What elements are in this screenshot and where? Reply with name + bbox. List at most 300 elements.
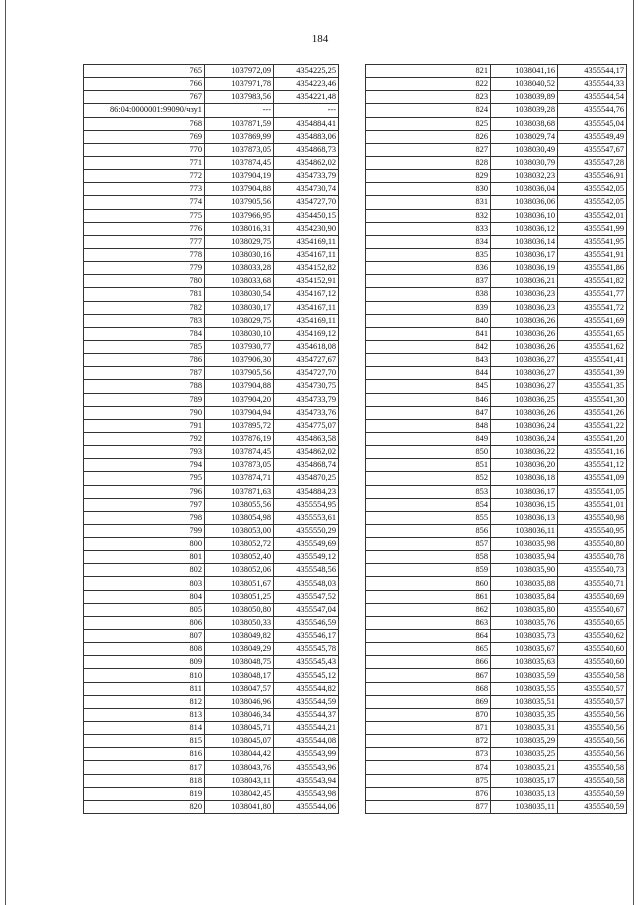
y-coordinate-cell: 4355541,35 [558,380,627,393]
table-row [366,117,627,130]
y-coordinate-cell: 4354863,58 [274,432,339,445]
y-coordinate-cell: 4355541,20 [558,432,627,445]
point-number-cell: 777 [84,235,205,248]
coordinates-table-left [83,64,339,814]
x-coordinate-cell: 1038035,73 [491,630,558,643]
table-row [84,406,339,419]
x-coordinate-cell: 1038041,16 [491,65,558,78]
x-coordinate-cell: 1038053,00 [205,524,274,537]
point-number-cell: 801 [84,551,205,564]
y-coordinate-cell: 4355540,95 [558,524,627,537]
point-number-cell: 870 [366,708,491,721]
y-coordinate-cell: 4354727,67 [274,354,339,367]
table-row [84,498,339,511]
point-number-cell: 842 [366,340,491,353]
table-row [84,551,339,564]
x-coordinate-cell: 1038043,76 [205,761,274,774]
point-number-cell: 809 [84,656,205,669]
point-number-cell: 868 [366,682,491,695]
table-row [84,143,339,156]
y-coordinate-cell: 4354862,02 [274,446,339,459]
table-row [84,130,339,143]
point-number-cell: 804 [84,590,205,603]
y-coordinate-cell: 4355540,73 [558,564,627,577]
table-row [366,432,627,445]
point-number-cell: 847 [366,406,491,419]
table-row [84,538,339,551]
y-coordinate-cell: 4354727,70 [274,367,339,380]
x-coordinate-cell: 1038051,25 [205,590,274,603]
y-coordinate-cell: 4355543,94 [274,774,339,787]
table-row [84,262,339,275]
x-coordinate-cell: 1037873,05 [205,143,274,156]
x-coordinate-cell: 1038035,55 [491,682,558,695]
point-number-cell: 874 [366,761,491,774]
x-coordinate-cell: 1037904,20 [205,393,274,406]
point-number-cell: 795 [84,472,205,485]
x-coordinate-cell: 1038052,72 [205,538,274,551]
y-coordinate-cell: 4355548,03 [274,577,339,590]
x-coordinate-cell: 1038035,35 [491,708,558,721]
x-coordinate-cell: 1038036,21 [491,275,558,288]
x-coordinate-cell: 1038055,56 [205,498,274,511]
point-number-cell: 832 [366,209,491,222]
y-coordinate-cell: 4354883,06 [274,130,339,143]
y-coordinate-cell: 4355549,69 [274,538,339,551]
y-coordinate-cell: 4354221,48 [274,91,339,104]
table-row [84,630,339,643]
point-number-cell: 834 [366,235,491,248]
point-number-cell: 789 [84,393,205,406]
x-coordinate-cell: 1038035,67 [491,643,558,656]
y-coordinate-cell: 4355540,56 [558,708,627,721]
point-number-cell: 875 [366,774,491,787]
y-coordinate-cell: 4355540,60 [558,643,627,656]
y-coordinate-cell: 4355541,77 [558,288,627,301]
x-coordinate-cell: 1038041,80 [205,800,274,813]
point-number-cell: 814 [84,722,205,735]
point-number-cell: 830 [366,183,491,196]
y-coordinate-cell: 4355541,95 [558,235,627,248]
point-number-cell: 786 [84,354,205,367]
y-coordinate-cell: 4354862,02 [274,156,339,169]
y-coordinate-cell: 4355540,98 [558,511,627,524]
y-coordinate-cell: 4355544,33 [558,78,627,91]
table-row [84,117,339,130]
x-coordinate-cell: 1038036,26 [491,406,558,419]
x-coordinate-cell: 1038035,31 [491,722,558,735]
point-number-cell: 768 [84,117,205,130]
x-coordinate-cell: 1038036,27 [491,380,558,393]
y-coordinate-cell: 4355541,82 [558,275,627,288]
y-coordinate-cell: 4355543,99 [274,748,339,761]
table-row [84,748,339,761]
point-number-cell: 844 [366,367,491,380]
table-row [366,65,627,78]
table-row [84,432,339,445]
x-coordinate-cell: 1038036,13 [491,511,558,524]
point-number-cell: 823 [366,91,491,104]
x-coordinate-cell: 1038036,10 [491,209,558,222]
point-number-cell: 840 [366,314,491,327]
table-row [84,196,339,209]
point-number-cell: 790 [84,406,205,419]
y-coordinate-cell: 4355549,49 [558,130,627,143]
y-coordinate-cell: 4354169,11 [274,235,339,248]
point-number-cell: 877 [366,800,491,813]
x-coordinate-cell: 1037904,19 [205,170,274,183]
point-number-cell: 808 [84,643,205,656]
table-row [366,406,627,419]
point-number-cell: 872 [366,735,491,748]
table-row [366,616,627,629]
x-coordinate-cell: 1037873,05 [205,459,274,472]
x-coordinate-cell: 1038036,15 [491,498,558,511]
table-row [366,708,627,721]
table-row [366,511,627,524]
point-number-cell: 869 [366,695,491,708]
y-coordinate-cell: 4354225,25 [274,65,339,78]
y-coordinate-cell: 4355544,08 [274,735,339,748]
point-number-cell: 851 [366,459,491,472]
table-row [366,800,627,813]
y-coordinate-cell: 4354733,76 [274,406,339,419]
table-row [84,367,339,380]
table-row [366,275,627,288]
x-coordinate-cell: 1038030,10 [205,327,274,340]
x-coordinate-cell: --- [205,104,274,117]
x-coordinate-cell: 1038046,96 [205,695,274,708]
point-number-cell: 825 [366,117,491,130]
x-coordinate-cell: 1038044,42 [205,748,274,761]
x-coordinate-cell: 1038030,79 [491,156,558,169]
y-coordinate-cell: 4354618,08 [274,340,339,353]
point-number-cell: 769 [84,130,205,143]
x-coordinate-cell: 1037871,59 [205,117,274,130]
x-coordinate-cell: 1038052,06 [205,564,274,577]
table-row [366,91,627,104]
y-coordinate-cell: 4355540,80 [558,538,627,551]
table-row [84,91,339,104]
table-row [366,314,627,327]
table-row [84,590,339,603]
point-number-cell: 850 [366,446,491,459]
y-coordinate-cell: 4354450,15 [274,209,339,222]
point-number-cell: 871 [366,722,491,735]
point-number-cell: 817 [84,761,205,774]
y-coordinate-cell: 4355541,39 [558,367,627,380]
x-coordinate-cell: 1038035,13 [491,787,558,800]
point-number-cell: 860 [366,577,491,590]
x-coordinate-cell: 1038043,11 [205,774,274,787]
y-coordinate-cell: 4355549,12 [274,551,339,564]
y-coordinate-cell: 4355542,01 [558,209,627,222]
x-coordinate-cell: 1037972,09 [205,65,274,78]
x-coordinate-cell: 1038035,17 [491,774,558,787]
table-row [84,275,339,288]
point-number-cell: 833 [366,222,491,235]
point-number-cell: 765 [84,65,205,78]
x-coordinate-cell: 1038036,27 [491,367,558,380]
x-coordinate-cell: 1038036,11 [491,524,558,537]
table-row [366,682,627,695]
x-coordinate-cell: 1038035,21 [491,761,558,774]
x-coordinate-cell: 1038047,57 [205,682,274,695]
y-coordinate-cell: 4355544,54 [558,91,627,104]
point-number-cell: 816 [84,748,205,761]
table-row [366,643,627,656]
x-coordinate-cell: 1038036,26 [491,327,558,340]
table-row [366,590,627,603]
y-coordinate-cell: 4354884,23 [274,485,339,498]
y-coordinate-cell: 4354169,12 [274,327,339,340]
y-coordinate-cell: 4354727,70 [274,196,339,209]
x-coordinate-cell: 1038035,76 [491,616,558,629]
y-coordinate-cell: 4355541,72 [558,301,627,314]
x-coordinate-cell: 1037869,99 [205,130,274,143]
x-coordinate-cell: 1037906,30 [205,354,274,367]
y-coordinate-cell: 4354775,07 [274,419,339,432]
x-coordinate-cell: 1038046,34 [205,708,274,721]
x-coordinate-cell: 1037871,63 [205,485,274,498]
point-number-cell: 775 [84,209,205,222]
y-coordinate-cell: 4355540,59 [558,787,627,800]
table-row [366,235,627,248]
point-number-cell: 812 [84,695,205,708]
x-coordinate-cell: 1038035,11 [491,800,558,813]
y-coordinate-cell: 4355541,91 [558,248,627,261]
y-coordinate-cell: 4355540,58 [558,761,627,774]
table-row [366,327,627,340]
x-coordinate-cell: 1038045,71 [205,722,274,735]
table-row [366,446,627,459]
point-number-cell: 785 [84,340,205,353]
y-coordinate-cell: 4355542,05 [558,196,627,209]
point-number-cell: 791 [84,419,205,432]
table-row [366,340,627,353]
x-coordinate-cell: 1038036,24 [491,419,558,432]
table-row [366,393,627,406]
x-coordinate-cell: 1038030,49 [491,143,558,156]
y-coordinate-cell: 4354730,75 [274,380,339,393]
table-row [366,630,627,643]
x-coordinate-cell: 1038029,74 [491,130,558,143]
x-coordinate-cell: 1038035,25 [491,748,558,761]
table-row [366,485,627,498]
table-row [84,222,339,235]
table-row [366,695,627,708]
point-number-cell: 805 [84,603,205,616]
scan-edge-line [633,0,634,905]
table-row [84,695,339,708]
x-coordinate-cell: 1038029,75 [205,235,274,248]
table-row [84,643,339,656]
point-number-cell: 855 [366,511,491,524]
point-number-cell: 827 [366,143,491,156]
coordinates-table-right [365,64,627,814]
point-number-cell: 778 [84,248,205,261]
x-coordinate-cell: 1037966,95 [205,209,274,222]
x-coordinate-cell: 1038036,18 [491,472,558,485]
y-coordinate-cell: 4355541,99 [558,222,627,235]
point-number-cell: 815 [84,735,205,748]
x-coordinate-cell: 1037904,94 [205,406,274,419]
table-row [84,459,339,472]
x-coordinate-cell: 1037930,77 [205,340,274,353]
point-number-cell: 852 [366,472,491,485]
scan-edge-line [5,0,6,905]
point-number-cell: 835 [366,248,491,261]
point-number-cell: 820 [84,800,205,813]
point-number-cell: 772 [84,170,205,183]
left-table-body [84,65,339,814]
y-coordinate-cell: 4354230,90 [274,222,339,235]
point-number-cell: 781 [84,288,205,301]
table-row [84,735,339,748]
table-row [84,327,339,340]
point-number-cell: 793 [84,446,205,459]
table-row [366,248,627,261]
table-row [366,301,627,314]
point-number-cell: 861 [366,590,491,603]
point-number-cell: 856 [366,524,491,537]
x-coordinate-cell: 1038036,26 [491,314,558,327]
x-coordinate-cell: 1038016,31 [205,222,274,235]
y-coordinate-cell: 4354152,91 [274,275,339,288]
y-coordinate-cell: 4355541,30 [558,393,627,406]
table-row [84,170,339,183]
y-coordinate-cell: 4355540,59 [558,800,627,813]
table-row [84,78,339,91]
y-coordinate-cell: 4355540,56 [558,735,627,748]
table-row [366,577,627,590]
table-row [366,130,627,143]
x-coordinate-cell: 1038035,63 [491,656,558,669]
point-number-cell: 803 [84,577,205,590]
point-number-cell: 787 [84,367,205,380]
y-coordinate-cell: 4355540,69 [558,590,627,603]
x-coordinate-cell: 1038054,98 [205,511,274,524]
y-coordinate-cell: 4354868,74 [274,459,339,472]
y-coordinate-cell: 4355554,95 [274,498,339,511]
y-coordinate-cell: 4355540,56 [558,722,627,735]
point-number-cell: 797 [84,498,205,511]
table-row [366,170,627,183]
x-coordinate-cell: 1038036,19 [491,262,558,275]
table-row [366,288,627,301]
y-coordinate-cell: 4355550,29 [274,524,339,537]
table-row [84,393,339,406]
y-coordinate-cell: 4355544,82 [274,682,339,695]
point-number-cell: 771 [84,156,205,169]
point-number-cell: 794 [84,459,205,472]
x-coordinate-cell: 1038033,68 [205,275,274,288]
point-number-cell: 766 [84,78,205,91]
x-coordinate-cell: 1037905,56 [205,196,274,209]
x-coordinate-cell: 1038036,17 [491,485,558,498]
x-coordinate-cell: 1037904,88 [205,183,274,196]
table-row [84,183,339,196]
table-row [84,761,339,774]
x-coordinate-cell: 1038036,25 [491,393,558,406]
y-coordinate-cell: 4355540,67 [558,603,627,616]
table-row [366,748,627,761]
point-number-cell: 854 [366,498,491,511]
y-coordinate-cell: 4355543,98 [274,787,339,800]
x-coordinate-cell: 1038036,06 [491,196,558,209]
point-number-cell: 788 [84,380,205,393]
table-row [84,446,339,459]
table-row [84,288,339,301]
point-number-cell: 821 [366,65,491,78]
point-number-cell: 802 [84,564,205,577]
point-number-cell: 792 [84,432,205,445]
y-coordinate-cell: 4355547,04 [274,603,339,616]
table-row [84,354,339,367]
x-coordinate-cell: 1037876,19 [205,432,274,445]
x-coordinate-cell: 1038042,45 [205,787,274,800]
y-coordinate-cell: 4354167,11 [274,301,339,314]
table-row [366,183,627,196]
table-row [366,354,627,367]
point-number-cell: 780 [84,275,205,288]
y-coordinate-cell: 4355543,96 [274,761,339,774]
y-coordinate-cell: 4355546,91 [558,170,627,183]
y-coordinate-cell: 4355547,28 [558,156,627,169]
right-table-body [366,65,627,814]
table-row [366,472,627,485]
table-row [84,248,339,261]
x-coordinate-cell: 1037874,45 [205,156,274,169]
x-coordinate-cell: 1038035,29 [491,735,558,748]
point-number-cell: 846 [366,393,491,406]
table-row [84,340,339,353]
point-number-cell: 819 [84,787,205,800]
table-row [84,722,339,735]
y-coordinate-cell: 4355540,78 [558,551,627,564]
table-row [366,367,627,380]
point-number-cell: 841 [366,327,491,340]
table-row [84,656,339,669]
x-coordinate-cell: 1038029,75 [205,314,274,327]
point-number-cell: 838 [366,288,491,301]
table-row [84,577,339,590]
table-row [84,65,339,78]
point-number-cell: 831 [366,196,491,209]
table-row [84,156,339,169]
x-coordinate-cell: 1038036,24 [491,432,558,445]
point-number-cell: 863 [366,616,491,629]
y-coordinate-cell: 4355545,43 [274,656,339,669]
table-row [84,209,339,222]
y-coordinate-cell: 4355546,17 [274,630,339,643]
x-coordinate-cell: 1037874,71 [205,472,274,485]
y-coordinate-cell: 4354223,46 [274,78,339,91]
y-coordinate-cell: 4354868,73 [274,143,339,156]
point-number-cell: 848 [366,419,491,432]
y-coordinate-cell: 4355541,62 [558,340,627,353]
page-number: 184 [311,33,329,45]
table-row [366,209,627,222]
point-number-cell: 862 [366,603,491,616]
y-coordinate-cell: 4355547,67 [558,143,627,156]
y-coordinate-cell: 4354733,79 [274,170,339,183]
table-row [84,669,339,682]
x-coordinate-cell: 1038050,33 [205,616,274,629]
table-row [84,235,339,248]
point-number-cell: 837 [366,275,491,288]
x-coordinate-cell: 1038033,28 [205,262,274,275]
